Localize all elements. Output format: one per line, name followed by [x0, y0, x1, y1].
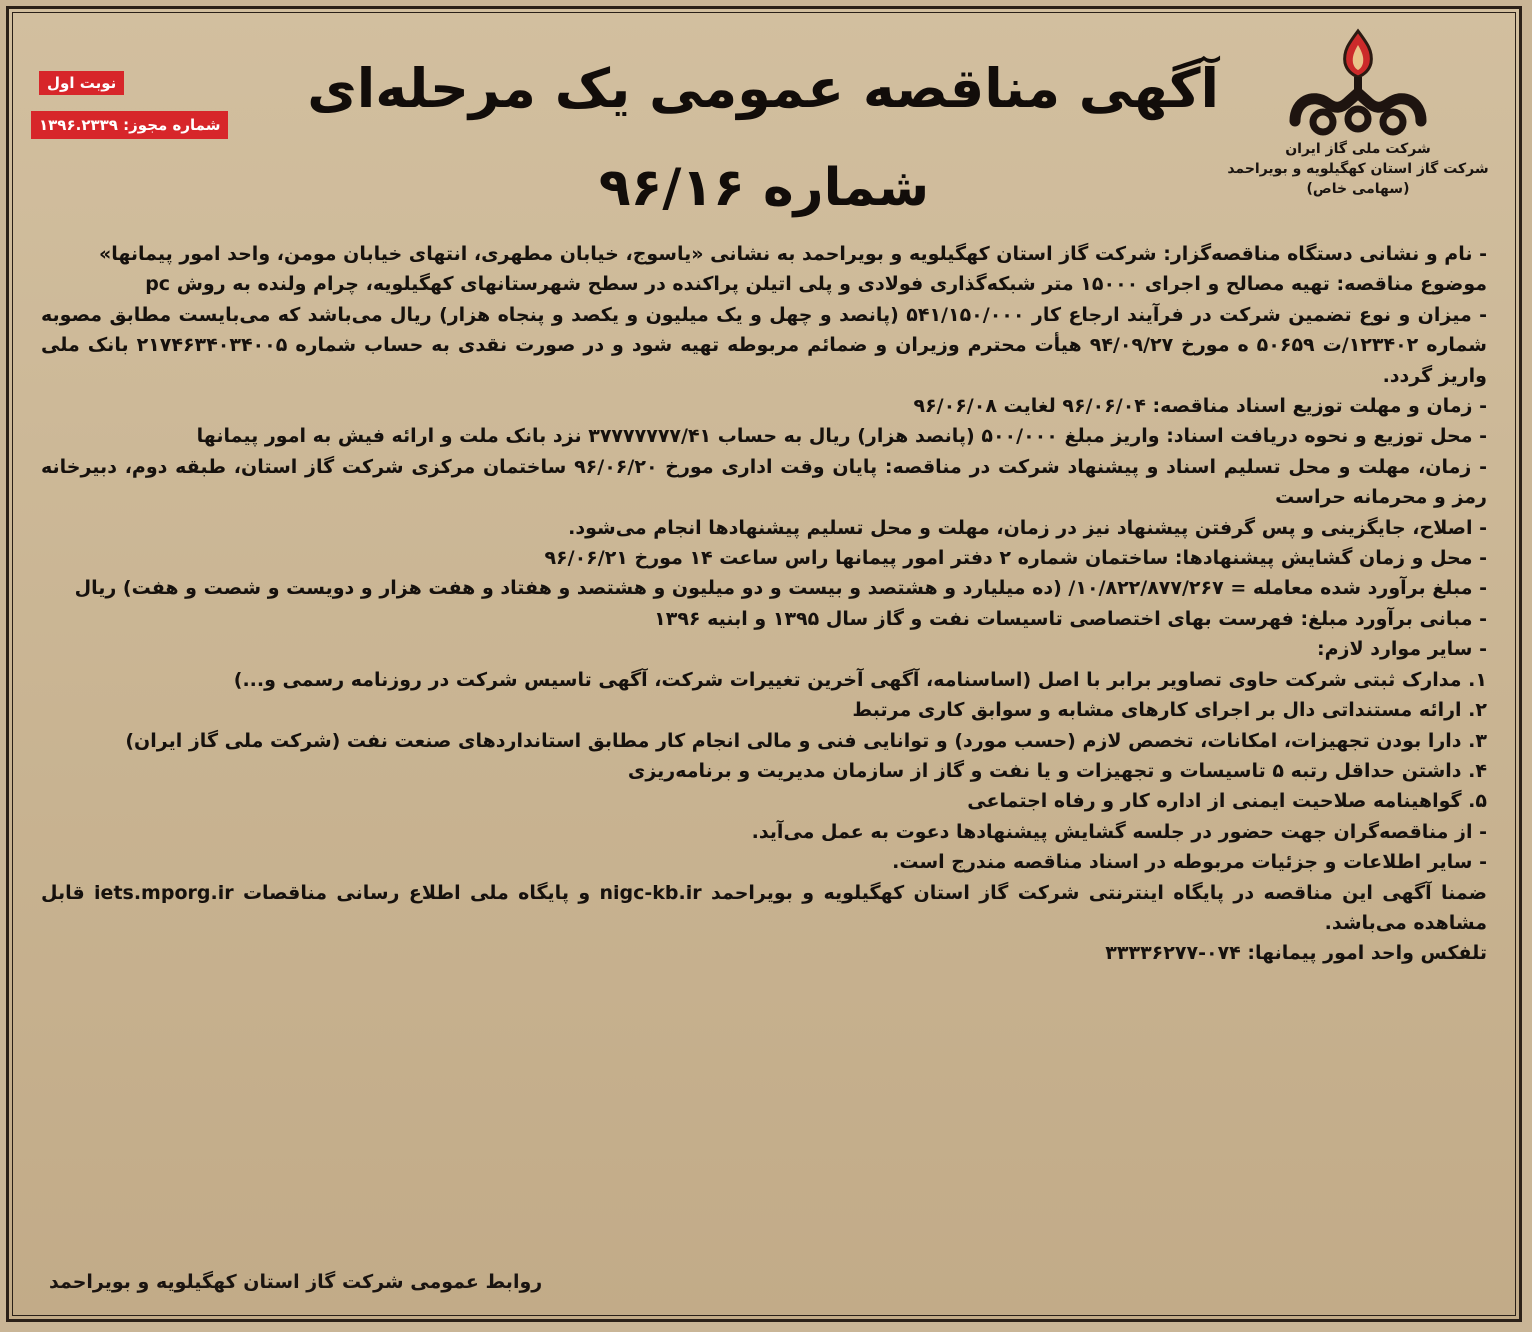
paragraph-estimate-basis: - مبانی برآورد مبلغ: فهرست بهای اختصاصی تاسیسات نفت و گاز سال ۱۳۹۵ و ابنیه ۱۳۹۶ — [654, 607, 1487, 630]
company-header — [1223, 27, 1493, 199]
paragraph-other-items: - سایر موارد لازم: — [1317, 638, 1487, 661]
paragraph-estimate: - مبلغ برآورد شده معامله = ۱۰/۸۲۲/۸۷۷/۲۶۷/ (ده میلیارد و هشتصد و بیست و دو میلیون و هشتصد و هفتاد و هفت هزار و دویست و شصت و هفت) ریال — [74, 577, 1487, 600]
paragraph-details: - سایر اطلاعات و جزئیات مربوطه در اسناد مناقصه مندرج است. — [892, 851, 1487, 874]
list-item-2: ۲. ارائه مستنداتی دال بر اجرای کارهای مشابه و سوابق کاری مرتبط — [852, 699, 1487, 722]
paragraph-invitation: - از مناقصه‌گران جهت حضور در جلسه گشایش پیشنهادها دعوت به عمل می‌آید. — [751, 820, 1487, 843]
paragraph-distribution-time: - زمان و مهلت توزیع اسناد مناقصه: ۹۶/۰۶/۰۴ لغایت ۹۶/۰۶/۰۸ — [913, 395, 1487, 418]
permit-badge: شماره مجوز: ۱۳۹۶.۲۳۳۹ — [31, 111, 228, 139]
list-item-5: ۵. گواهینامه صلاحیت ایمنی از اداره کار و رفاه اجتماعی — [967, 790, 1487, 813]
paragraph-guarantee: - میزان و نوع تضمین شرکت در فرآیند ارجاع کار ۵۴۱/۱۵۰/۰۰۰ (پانصد و چهل و یک میلیون و یکصد و پنجاه هزار) ریال می‌باشد که می‌بایست مطابق مصوبه شماره ۱۲۳۴۰۲/ت ۵۰۶۵۹ ه مورخ ۹۴/۰۹/۲۷ هیأت محترم وزیران و ضمائم مربوطه تهیه شود و در صورت نقدی به حساب شماره ۲۱۷۴۶۳۴۰۳۴۰۰۵ بانک ملی واریز گردد. — [41, 303, 1487, 387]
paragraph-modification: - اصلاح، جایگزینی و پس گرفتن پیشنهاد نیز در زمان، مهلت و محل تسلیم پیشنهادها انجام می‌شود. — [568, 516, 1487, 539]
notice-title: آگهی مناقصه عمومی یک مرحله‌ای — [307, 57, 1219, 120]
paragraph-submission: - زمان، مهلت و محل تسلیم اسناد و پیشنهاد شرکت در مناقصه: پایان وقت اداری مورخ ۹۶/۰۶/۲۰ ساختمان مرکزی شرکت گاز استان، طبقه دوم، دبیرخانه رمز و محرمانه حراست — [41, 455, 1487, 509]
newspaper-notice — [6, 6, 1522, 1322]
paragraph-distribution-place: - محل توزیع و نحوه دریافت اسناد: واریز مبلغ ۵۰۰/۰۰۰ (پانصد هزار) ریال به حساب ۳۷۷۷۷۷۷۷/۴۱ نزد بانک ملت و ارائه فیش به امور پیمانها — [196, 425, 1487, 448]
list-item-4: ۴. داشتن حداقل رتبه ۵ تاسیسات و تجهیزات و یا نفت و گاز از سازمان مدیریت و برنامه‌ریزی — [627, 759, 1487, 782]
company-name-line: شرکت ملی گاز ایران — [1285, 141, 1431, 157]
list-item-1: ۱. مدارک ثبتی شرکت حاوی تصاویر برابر با اصل (اساسنامه، آگهی آخرین تغییرات شرکت، آگهی تاسیس شرکت در روزنامه رسمی و...) — [233, 668, 1487, 691]
paragraph-websites: ضمنا آگهی این مناقصه در پایگاه اینترنتی شرکت گاز استان کهگیلویه و بویراحمد nigc-kb.ir و پایگاه ملی اطلاع رسانی مناقصات iets.mporg.ir قابل مشاهده می‌باشد. — [41, 881, 1487, 934]
notice-body — [41, 239, 1487, 969]
company-type-line: (سهامی خاص) — [1306, 181, 1410, 197]
signature: روابط عمومی شرکت گاز استان کهگیلویه و بویراحمد — [49, 1271, 543, 1293]
paragraph-organizer: - نام و نشانی دستگاه مناقصه‌گزار: شرکت گاز استان کهگیلویه و بویراحمد به نشانی «یاسوج، خیابان مطهری، انتهای خیابان مومن، واحد امور پیمانها» — [98, 243, 1487, 265]
notice-number: شماره ۹۶/۱۶ — [598, 158, 930, 218]
paragraph-opening: - محل و زمان گشایش پیشنهادها: ساختمان شماره ۲ دفتر امور پیمانها راس ساعت ۱۴ مورخ ۹۶/۰۶/۲۱ — [544, 547, 1487, 570]
paragraph-telefax: تلفکس واحد امور پیمانها: ۰۷۴-۳۳۳۳۶۲۷۷ — [1105, 942, 1487, 965]
nigc-flame-logo-icon — [1283, 27, 1433, 139]
list-item-3: ۳. دارا بودن تجهیزات، امکانات، تخصص لازم (حسب مورد) و توانایی فنی و مالی انجام کار مطابق استانداردهای صنعت نفت (شرکت ملی گاز ایران) — [125, 729, 1487, 752]
round-badge: نوبت اول — [39, 71, 124, 95]
paragraph-subject: موضوع مناقصه: تهیه مصالح و اجرای ۱۵۰۰۰ متر شبکه‌گذاری فولادی و پلی اتیلن پراکنده در سطح شهرستانهای کهگیلویه، چرام ولنده به روش pc — [145, 273, 1487, 296]
company-subsidiary-line: شرکت گاز استان کهگیلویه و بویراحمد — [1227, 161, 1489, 177]
